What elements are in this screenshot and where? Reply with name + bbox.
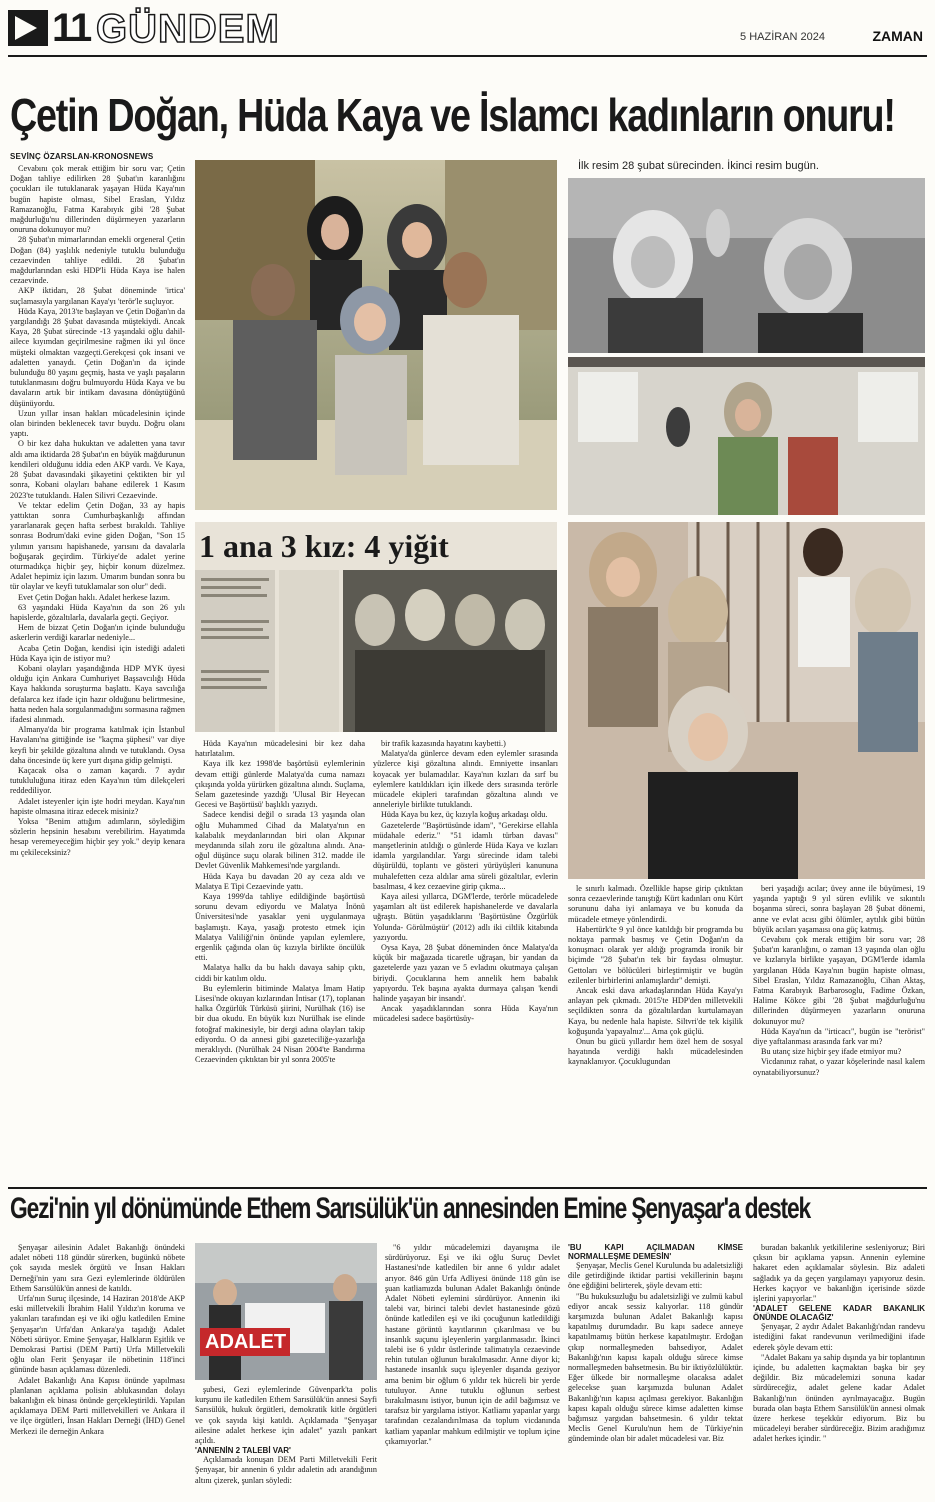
section-title: GÜNDEM: [96, 7, 280, 51]
article2-column-1: [10, 1243, 185, 1498]
paragraph: Ancak eski dava arkadaşlarından Hüda Kaya'yı anlayan pek çıkmadı. 2015'te HDP'den milletvekili seçildikten sonra da gözaltılardan kurtulamayan Kaya, bu nedenle hala hapiste. Siltvri'de tek kişilik koğuşunda 'yapayalnız'... Ama çok güçlü.: [568, 986, 743, 1036]
article2-column-5: [753, 1243, 925, 1498]
paragraph: "Bu hukuksuzluğu bu adaletsizliği ve zulmü kabul ediyor ancak sessiz kalıyorlar. 118 gündür karşımızda bulunan Adalet Bakanlığı kapısı kapatılmış durumdadır. Bu kapı sadece anneye kapatılmamış bütün herkese kapatılmıştır. Erdoğan çıkıp normalleşmeden bahsediyor, Adalet Bakanlığı'nın kapısı kapalı olduğu sürece kimse normalleşmeden bahsetmesin. Bu bir iktiyözlülüktür. Eğer ülkede bir normalleşme olacaksa adalet gelecekse şuan karşımızda bulunan Adalet Bakanlığı'nın kapısı açılması gerekiyor. Bakanlığın kapısı kapalı olduğu sürece kimse adaletten kimse bağımsız yargıdan bahsetmesin. 6 yıldır tektat Meclis Genel Kurulu'nun hem de Türkiye'nin gündeminde olan bir adalet mücadelesi var. Biz: [568, 1291, 743, 1444]
paragraph: Kobani olayları yaşandığında HDP MYK üyesi olduğu için Ankara Cumhuriyet Başsavcılığı Hüda Kaya hakkında soruşturma başlattı. Kaya savcılığa defalarca kez ifade için hazır olduğunu belirtmesine, hatta neden hala sorgulanmadığını sormasına rağmen ifadesi alınmadı.: [10, 663, 185, 724]
article2-column-3: [385, 1243, 560, 1498]
paragraph: "6 yıldır mücadelemizi dayanışma ile sürdürüyoruz. Eşi ve iki oğlu Suruç Devlet Hastanesi'nde katledilen bir anne 6 yıldır adalet arıyor. 846 gün Urfa Adliyesi önünde 118 gün ise şuan katliamızda bulunan Adalet Bakanlığı önünde Adalet Nöbeti eylemini sürdürüyor. Annenin iki talebi var, birinci talebi devlet hastanesinde gözü önünde katledilen eşi ve iki çocuğunun katledildiği hastane görüntü kayıtlarının çıkarılması ve bu insanlık suçunu işleyenlerin yargılanmasıdır. İkinci talebi ise 6 yıldır üstlerinde talimatıyla cezaevinde rehin tutulan oğlunun bırakılmasıdır. Anne diyor ki; hastanede insanlık suçu işleyenler dışarıda geziyor ama benim bir oğlum 6 yıldır tek hücreli bir yerde tutuluyor. Anne tutuklu oğlunun serbest bırakılmasını istiyor, bunun için de adil bağımsız ve tarafsız bir yargılama istiyor. Katliamı yapanlar yargı tarafından cezalandırılmasa da toplum vicdanında katliam yapanlar mahkum edilmiştir ve toplum içine çıkamıyorlar.": [385, 1243, 560, 1446]
paragraph: Cevabını çok merak ettiğim bir soru var; 28 Şubat'ın karanlığını, o zaman 13 yaşında olan oğlu ve kızlarıyla birlikte yaşayan, DGM'lerde idamla yargılanan Hüda Kaya'nın bugün hapiste olması, Sibel Eraslan, Yıldız Ramazanoğlu, Cihan Aktaş, Fatma Karabıyık Barbarosoglu, Fadime Özkan, Halime Kökce gibi '28 Şubat mağdurluğu'nu dillerinden düşürmeyen yazarların onuruna dokunuyor mu?: [753, 935, 925, 1026]
paragraph: Urfa'nın Suruç ilçesinde, 14 Haziran 2018'de AKP eski milletvekili İbrahim Halil Yıldız'ın koruma ve yakınları tarafından eşi ve iki oğlu katledilen Emine Şenyaşar'ın Urfa'dan Ankara'ya taşıdığı Adalet Nöbeti sürüyor. Emine Şenyaşar, Halkların Eşitlik ve Demokrasi Partisi (DEM Parti) Urfa Milletvekili oğlu olan Ferit Şenyaşar ile nöbetinin 118'inci gününde basın açıklaması düzenledi.: [10, 1294, 185, 1375]
article1-column-3: [373, 739, 558, 1186]
paragraph: Kaya ilk kez 1998'de başörtüsü eylemlerinin devam ettiği günlerde Malatya'da cuma namazı çıkışında yolda yürürken gözaltına alındı. Suçlama, Selam gazetesinde yazdığı 'Ulusal Bir Heyecan Gecesi ve Başörtüsü' başlıklı yazıydı.: [195, 759, 365, 810]
article1-column-4: [568, 884, 743, 1186]
article1-column-1: [10, 164, 185, 1179]
paragraph: Uzun yıllar insan hakları mücadelesinin içinde olan birinden beklenecek tavır buydu. Doğru olanı yaptı.: [10, 408, 185, 439]
paragraph: Vicdanınız rahat, o yazar köşelerinde nasıl kalem oynatabiliyorsunuz?: [753, 1057, 925, 1077]
paragraph: buradan bakanlık yetkililerine sesleniyoruz; Biri çıksın bir açıklama yapsın. Annenin eylemine hakaret eden açıklamalar söylesin. Biz adaleti sağladık ya da geçen yargılamayı yapıyoruz desin. Herkes kaçıyor ve bakanlığın içerisinde sözde işlerini yapıyorlar.": [753, 1243, 925, 1304]
paragraph: Malatya halkı da bu haklı davaya sahip çıktı, ciddi bir katılım oldu.: [195, 963, 365, 983]
family-photo: [195, 160, 557, 510]
protest-photo: [195, 1243, 377, 1380]
article1-headline: Çetin Doğan, Hüda Kaya ve İslamcı kadınların onuru!: [10, 89, 895, 141]
van-photo: [568, 357, 925, 515]
paragraph: 28 Şubat'ın mimarlarından emekli orgeneral Çetin Doğan (84) yaşlılık nedeniyle tutuklu bulunduğu cezaevinden tahliye edildi. 28 Şubat'ın mağdurlarından eski HDP'li Hüda Kaya ise halen cezaevinde.: [10, 235, 185, 286]
paragraph: O bir kez daha hukuktan ve adaletten yana tavır aldı ama iktidarda 28 Şubat'ın en büyük mağdurunun kendileri olduğunu iddia eden AKP vardı. Ve Kaya, 28 Şubat davasındaki şikayetini çektikten bir yıl sonra, Kobani olayları bahane edilerek 1 Kasım 2023'te tutuklandı. Halen Silivri Cezaevinde.: [10, 439, 185, 500]
paragraph: 63 yaşındaki Hüda Kaya'nın da son 26 yılı hapislerde, gözaltılarla, davalarla geçti. Geçiyor.: [10, 602, 185, 622]
paragraph: Bu utanç size hiçbir şey ifade etmiyor mu?: [761, 1047, 902, 1057]
paragraph: Cevabını çok merak ettiğim bir soru var; Çetin Doğan tahliye edilirken 28 Şubat'ın karanlığını çocukları ile tutuklanarak yaşayan Hüda Kaya'nın bugün hapiste olması, Sibel Eraslan, Yıldız Ramazanoğlu, Fatma Karabıyık gibi '28 Şubat mağdurluğu'nu dillerinden düşürmeyen yazarların onuruna dokunuyor mu?: [10, 164, 185, 235]
photo-caption: İlk resim 28 şubat sürecinden. İkinci resim bugün.: [578, 160, 819, 172]
paragraph: le sınırlı kalmadı. Özellikle hapse girip çıktıktan sonra cezaevlerinde tanıştığı Kürt kadınları onu Kürt sorununu daha iyi anlamaya ve bu konuda da mücadele etmeye yönlendirdi.: [568, 884, 743, 924]
paragraph: beri yaşadığı acılar; üvey anne ile büyümesi, 19 yaşında yaptığı 9 yıl süren evlilik ve sıkıntılı boşanma süreci, sonra başlayan 28 Şubat dönemi, anne ve evlat acısı gibi ölümler, aytılık gibi bütün büyük acıları yaşamaısı ona güç katmış.: [753, 884, 925, 934]
paragraph: Açıklamada konuşan DEM Parti Milletvekili Ferit Şenyaşar, bir annenin 6 yıldır adaletin adı arandığının altını çizerek, şunları söyledi:: [195, 1455, 377, 1485]
paragraph: bir trafik kazasında hayatını kaybetti.): [381, 739, 506, 748]
banner-text: ADALET: [205, 1331, 287, 1353]
subheading: 'ANNENİN 2 TALEBİ VAR': [195, 1446, 291, 1456]
subheading: 'ADALET GELENE KADAR BAKANLIK ÖNÜNDE OLACAĞIZ': [753, 1304, 925, 1323]
paragraph: Acaba Çetin Doğan, kendisi için istediği adaleti Hüda Kaya için de istiyor mu?: [10, 643, 185, 663]
paragraph: Sadece kendisi değil o sırada 13 yaşında olan oğlu Muhammed Cihad da Malatya'nın en kalabalık meydanlarından biri olan Akpınar meydanında silah zoru ile gözaltına alındı. Ana-oğul düşünce suçu olarak bilinen 312. madde ile Devlet Güvenlik Mahkemesi'nde yargılandı.: [195, 810, 365, 871]
article1-column-2: [195, 739, 365, 1186]
article2-column-4: [568, 1243, 743, 1498]
paragraph: Hüda Kaya, 2013'te başlayan ve Çetin Doğan'ın da yargılandığı 28 Şubat davasında müştekiydi. Ancak Kaya, 28 Şubat sürecinde -13 yaşındaki oğlu dahil- ailece kıyımdan geçirilmesine rağmen iki yıl önce müşteki olmaktan vazgeçti.Gerekçesi çok insani ve adaletten yanaydı. Çetin Doğan'ın da içinde bulunduğu 80 yaşını geçmiş, hasta ve yaşlı paşaların tutuklanmasını doğru bulmuyordu Hüda Kaya ve bu davaların artık bir intikam davasına dönüştüğünü düşünüyordu.: [10, 306, 185, 408]
paragraph: Adalet Bakanlığı Ana Kapısı önünde yapılması planlanan açıklama polisin ablukasından dolayı bakanlığın ek binası önünde gerçekleştirildi. Yapılan açıklamaya DEM Parti milletvekilleri ve Ankara il ve ilçe örgütleri, İnsan Hakları Derneği (İHD) Genel Merkezi ile derneğin Ankara: [10, 1375, 185, 1436]
paragraph: Ve tektar edelim Çetin Doğan, 33 ay hapis yattıktan sonra Cumhurbaşkanlığı affından yararlanarak geçen hafta serbest bırakıldı. Tahliye sonrası Bodrum'daki evine giden Doğan, "Son 15 yılımın yarısını hapishanede, yarısını da davalarla boğuşarak geçirdim. Türkiye'de adalet yerine oturmadıkça hiçbir şey, hiçbir konum düzelmez. Adalet hepimiz için lazım. Umarım bundan sonra bu tür olaylar ve keyfi tutuklamalar son olur" dedi.: [10, 500, 185, 592]
paragraph: Kaya 1999'da tahliye edildiğinde başörtüsü sorunu devam ediyordu ve Malatya İnönü Üniversitesi'nde yasaklar yeni uygulanmaya başlamıştı. Kaya, yasağı protesto etmek için Malatya Valiliği'nin önünde yapılan eylemlere, ergenlik çağında olan üç kızıyla birlikte öncülük etti.: [195, 892, 365, 963]
page-number: 11: [52, 6, 91, 50]
clipping-headline: 1 ana 3 kız: 4 yiğit: [199, 528, 449, 564]
family-old-photo: [568, 522, 925, 879]
paragraph: Şenyaşar, Meclis Genel Kurulunda bu adaletsizliği dile getirdiğinde iktidar partisi vekillerinin başını öne eğdiğini belirterek, şöyle devam etti:: [568, 1261, 743, 1291]
paragraph: Kaya ailesi yıllarca, DGM'lerde, terörle mücadelede yaşamları alt üst edilerek hapishanelerde ve davalarla uğraştı. Bütün yaşadıklarını 'Başörtüsüne Özgürlük Yolunda- Görülmüştür' (2012) adlı iki ciltlik kitabında yazıyordu.: [373, 892, 558, 942]
article1-column-5: [753, 884, 925, 1186]
paragraph: Gazetelerde "Başörtüsünde idam", "Gerekirse ellahla müdahale ederiz." "51 idamlı türban davası" manşetlerinin atıldığı o günlerde Hüda Kaya ve kızları idamla yargılandılar. Yargı sürecinde idam talebi düşürüldü, toplantı ve gösteri yürüyüşleri kanununa muhalefetten ceza aldılar ama süreli gözaltılar, evlerin basılması, 4 kez cezaevine girip çıkma...: [373, 820, 558, 891]
paragraph: Kaçacak olsa o zaman kaçardı. 7 aydır tutukluluğuna itiraz eden Kaya'nın tüm dilekçeleri reddediliyor.: [10, 765, 185, 796]
paragraph: AKP iktidarı, 28 Şubat döneminde 'irtica' suçlamasıyla yargılanan Kaya'yı 'terör'le suçluyor.: [10, 286, 185, 306]
masthead-rule: [8, 55, 927, 57]
section-arrow-icon: [8, 10, 48, 46]
paragraph: Almanya'da bir programa katılmak için İstanbul Havalanı'na gittiğinde ise "kaçma şüphesi" var diye keyfi bir şekilde gözaltına alındı ve tutuklandı. Oysa daha öncesinde üç kere yurt dışına gidip gelmişti.: [10, 725, 185, 765]
paragraph: şubesi, Gezi eylemlerinde Güvenpark'ta polis kurşunu ile katledilen Ethem Sarısülük'ün annesi Sayfi Sarısülük, hukuk örgütleri, demokratik kitle örgütleri ve çok sayıda kişi katıldı. Açıklamada "Şenyaşar ailesine adalet herkese için adalet" yazılı pankart açıldı.: [195, 1385, 377, 1446]
paragraph: Hüda Kaya'nın mücadelesini bir kez daha hatırlatalım.: [195, 739, 365, 759]
paragraph: "Adalet Bakanı ya sahip dışında ya bir toplantının içinde, bu adaletten kaçmaktan başka bir şey değildir. Biz mücadelemizi sonuna kadar sürdüreceğiz, adalet gelene kadar Adalet Bakanlığı'nın önünden ayrılmayacağız. Bugün burada olan başta Ethem Sarısülük'ün annesi olmak üzere herkese teşekkür ediyorum. Biz bu mücadeleyi beraber sürdüreceğiz. Bizim aradığımız adalet herkes içindir. ": [753, 1352, 925, 1444]
paragraph: Adalet isteyenler için işte hodri meydan. Kaya'nın hapiste olmasına itiraz edecek misiniz?: [10, 796, 185, 816]
paragraph: Evet Çetin Doğan haklı. Adalet herkese lazım.: [18, 592, 170, 602]
subheading: 'BU KAPI AÇILMADAN KİMSE NORMALLEŞME DEMESİN': [568, 1243, 743, 1261]
paragraph: Oysa Kaya, 28 Şubat döneminden önce Malatya'da küçük bir mağazada ticaretle uğraşan, bir yandan da gazetelerde yazı yazan ve 5 evladını okutmaya çalışan biriydi. Çocuklarına hem annelik hem babalık yapıyordu. Tek başına ayakta durmaya çalışan 'kendi halinde yaşayan bir insandı'.: [373, 943, 558, 1004]
paragraph: Şenyaşar, 2 aydır Adalet Bakanlığı'ndan randevu istediğini fakat randevunun verilmediğini ifade ederek şöyle devam etti:: [753, 1322, 925, 1352]
newspaper-name: ZAMAN: [872, 28, 923, 44]
article2-headline: Gezi'nin yıl dönümünde Ethem Sarısülük'ün annesinden Emine Şenyaşar'a destek: [10, 1192, 811, 1225]
article-divider: [8, 1187, 927, 1189]
article2-column-2: [195, 1385, 377, 1498]
paragraph: Ancak yaşadıklarından sonra Hüda Kaya'nın mücadelesi sadece başörtüsüy-: [373, 1004, 558, 1024]
newspaper-clipping: [195, 522, 557, 732]
paragraph: Malatya'da günlerce devam eden eylemler sırasında yüzlerce kişi gözaltına alındı. Emniyette insanları koyacak yer bulamadılar. Kaya'nın kızları da sırf bu eylemlere katıldıkları için ilkede ders sırasında terörle mücadele ekipleri tarafından gözaltına alındı ve anneleriyle birlikte tutuklandı.: [373, 749, 558, 810]
paragraph: Hüda Kaya bu kez, üç kızıyla koğuş arkadaşı oldu.: [381, 810, 548, 820]
paragraph: Habertürk'te 9 yıl önce katıldığı bir programda bu noktaya parmak basmış ve Çetin Doğan'ın da konuşmacı olarak yer aldığı programda ironik bir biçimde "28 Şubat'ın tek bir faydası olmuştur. Gettoları ve bölücüleri birleştirmiştir ve bugün ezilenler birbirlerini anlamışlardır" demişti.: [568, 924, 743, 985]
paragraph: Yoksa "Benim attığım adımların, söylediğim sözlerin hepsinin hesabını verebilirim. Hayatımda hesap veremeyeceğim hiçbir şey yok." deyip kenara mı çekileceksiniz?: [10, 817, 185, 857]
issue-date: 5 HAZİRAN 2024: [740, 31, 825, 43]
paragraph: Bu eylemlerin bitiminde Malatya İmam Hatip Lisesi'nde okuyan kızlarından İntisar (17), toplanan halka Özgürlük Türküsü şiirini, Nurülhak (16) ise bir dua okudu. En büyük kızı Nurülhak ise elinde fotoğraf makinesiyle, bir dergi adına olayları takip ediyordu. O da annesi gibi gazeteciliğe-yazarlığa meraklıydı. (Nurülhak 24 Nisan 2004'te Bandırma Cezaevinden çıktıktan bir yıl sonra 2005'te: [195, 983, 365, 1065]
paragraph: Onun bu gücü yıllardır hem özel hem de sosyal hayatında verdiği haklı mücadelesinden kaynaklanıyor. Çocuklugundan: [568, 1037, 743, 1067]
paragraph: Hüda Kaya'nın da "irticacı", bugün ise "terörist" diye yaftalanması arasında fark var mı?: [753, 1026, 925, 1047]
archive-photo-28-subat: [568, 178, 925, 353]
paragraph: Hem de bizzat Çetin Doğan'ın içinde bulunduğu askerlerin verdiği kararlar nedeniyle...: [10, 623, 185, 643]
article1-byline: SEVİNÇ ÖZARSLAN-KRONOSNEWS: [10, 152, 154, 161]
paragraph: Şenyaşar ailesinin Adalet Bakanlığı önündeki adalet nöbeti 118 gündür sürerken, bugünkü nöbete çok sayıda meslek örgütü ve İnsan Hakları Derneği'nin yanı sıra Gezi eylemlerinde öldürülen Ethem Sarısülük'ün annesi de katıldı.: [10, 1243, 185, 1293]
paragraph: Hüda Kaya bu davadan 20 ay ceza aldı ve Malatya E Tipi Cezaevinde yattı.: [195, 871, 365, 891]
